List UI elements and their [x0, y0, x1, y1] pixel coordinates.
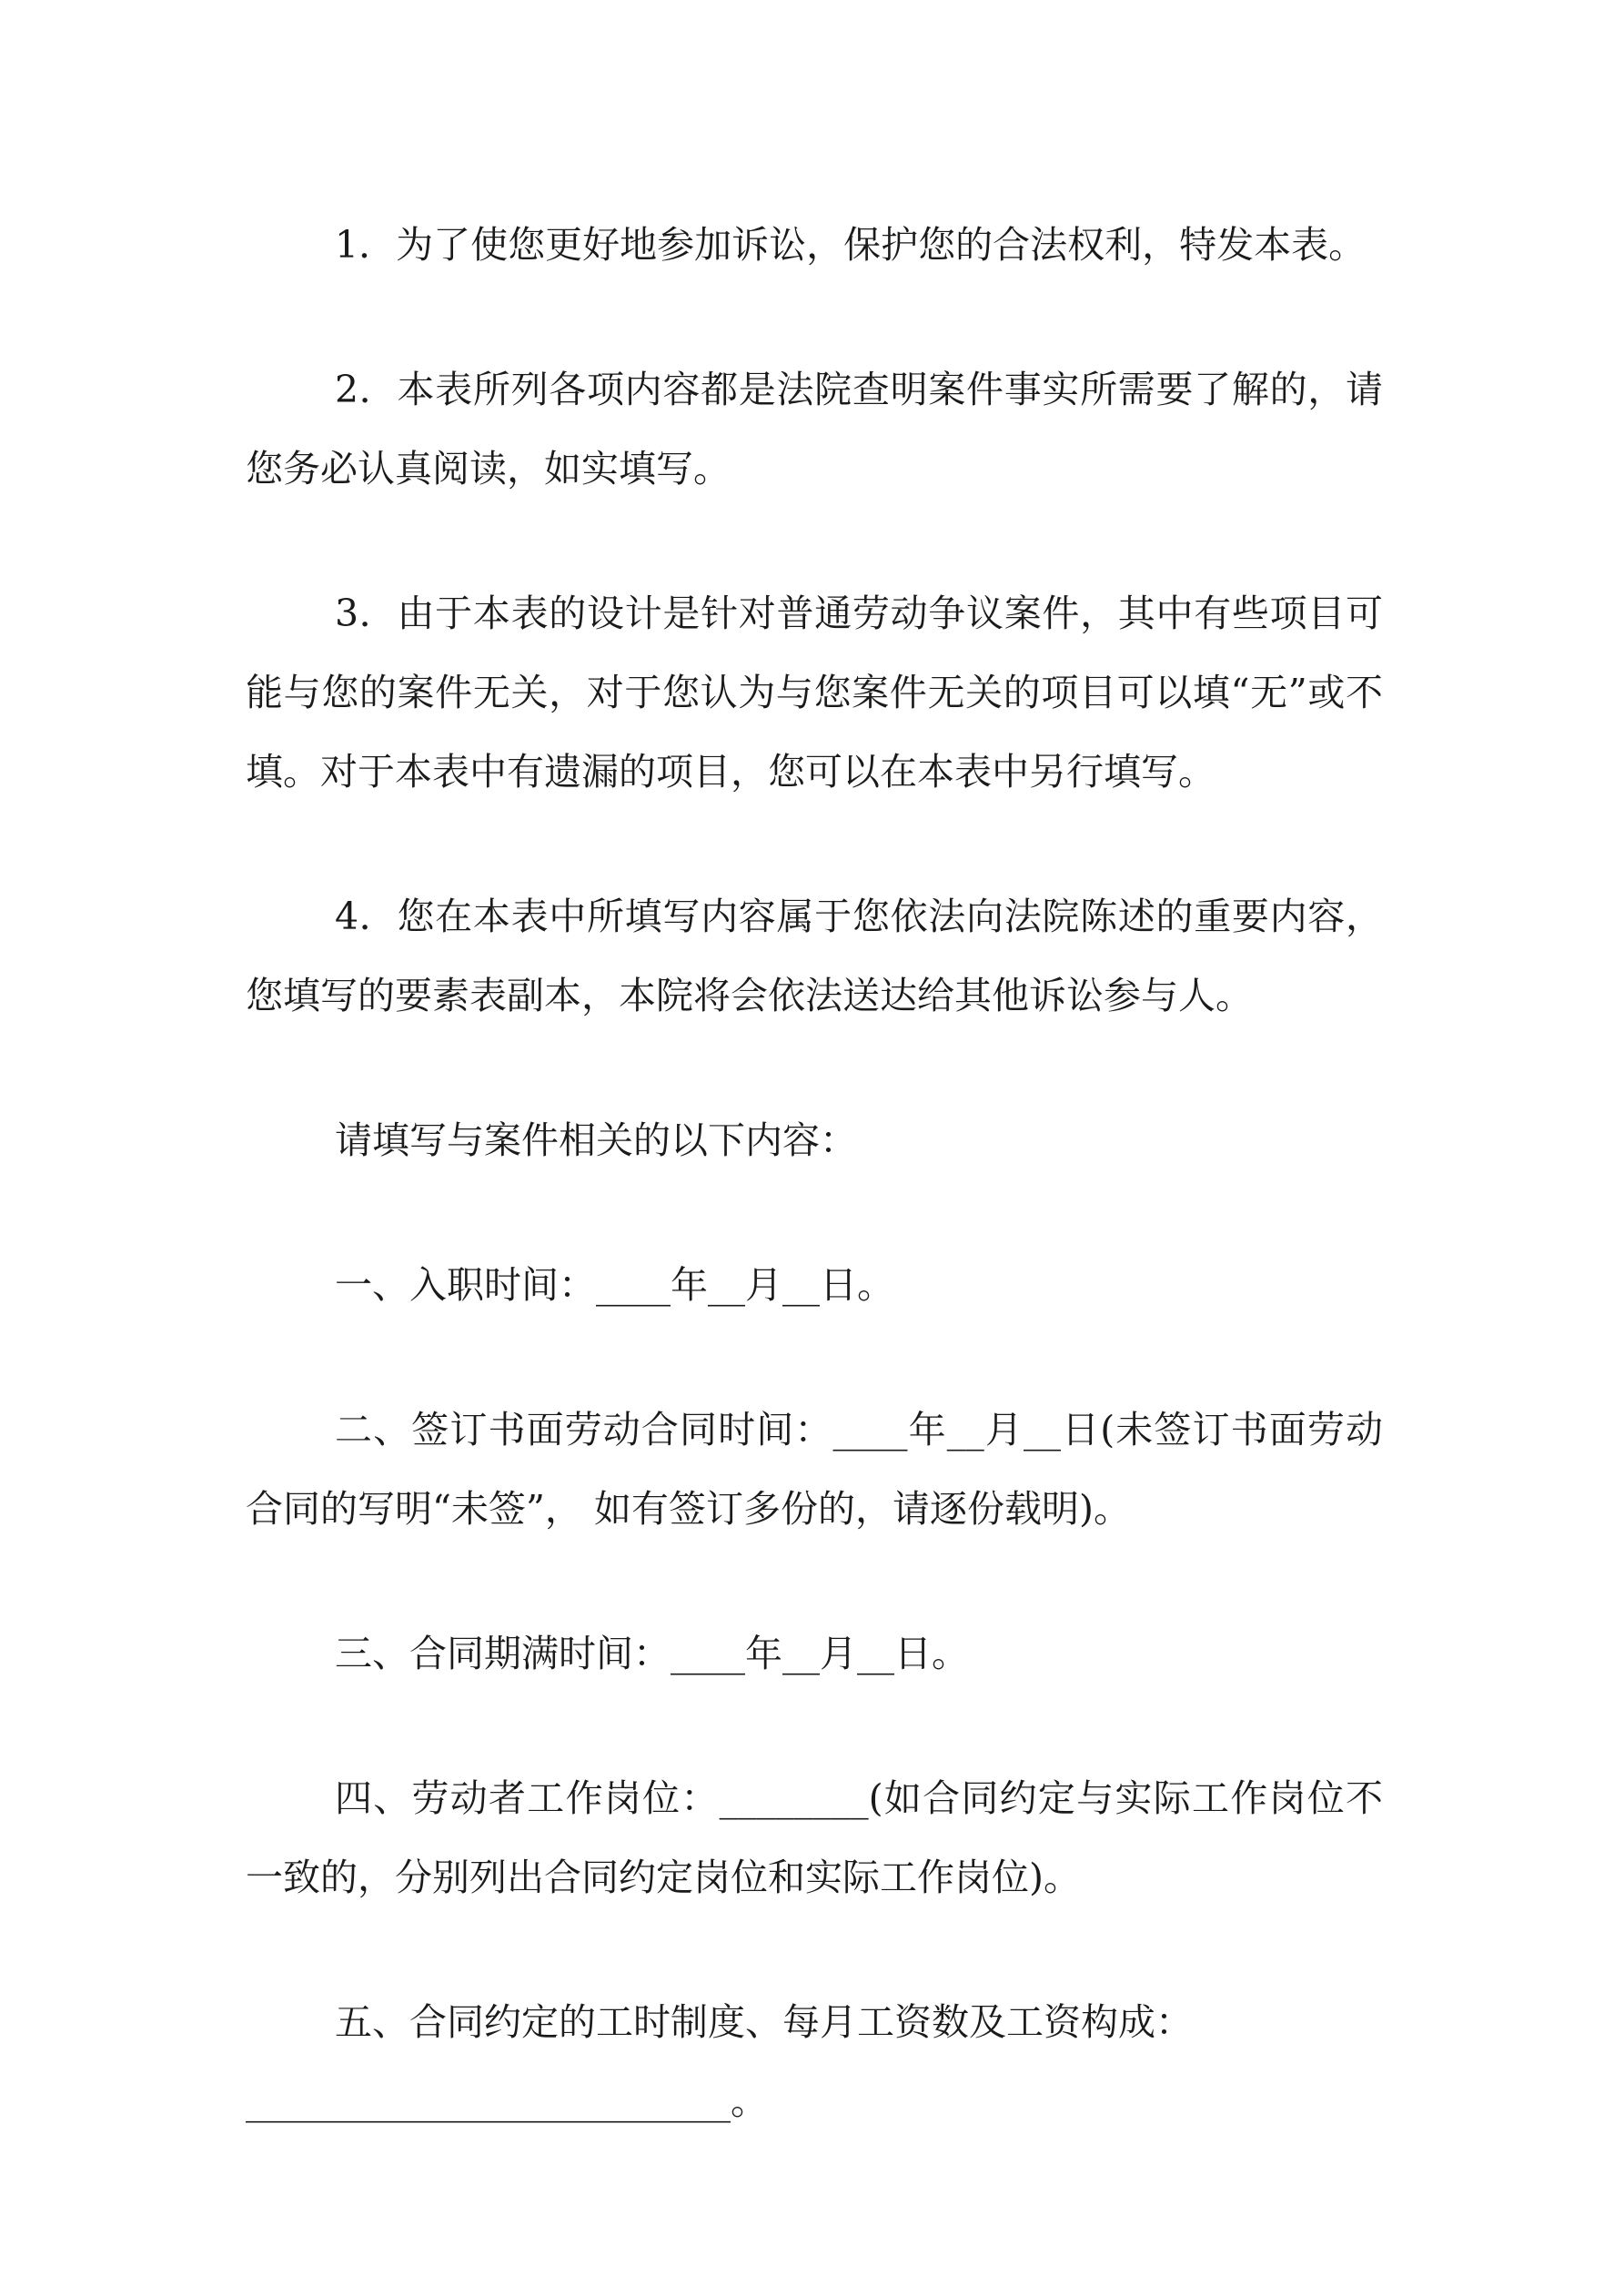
- instruction-1: 1．为了使您更好地参加诉讼，保护您的合法权利，特发本表。: [335, 223, 1367, 267]
- document-body: [246, 206, 1383, 2141]
- fill-in-prompt: 请填写与案件相关的以下内容：: [335, 1118, 857, 1162]
- instruction-2: 2．本表所列各项内容都是法院查明案件事实所需要了解的，请您务必认真阅读，如实填写。: [246, 368, 1383, 491]
- item-working-hours-and-wages: 五、合同约定的工时制度、每月工资数及工资构成：: [335, 2000, 1193, 2044]
- item-contract-expiry-date: 三、合同期满时间：____年__月__日。: [335, 1632, 969, 1675]
- instruction-3: 3．由于本表的设计是针对普通劳动争议案件，其中有些项目可能与您的案件无关，对于您认为与您案件无关的项目可以填“无”或不填。对于本表中有遗漏的项目，您可以在本表中另行填写。: [246, 592, 1383, 794]
- wages-answer-blank: __________________________。: [246, 2079, 768, 2123]
- item-contract-signing-date: 二、签订书面劳动合同时间：____年__月__日(未签订书面劳动合同的写明“未签”， 如有签订多份的，请逐份载明)。: [246, 1408, 1383, 1531]
- item-entry-date: 一、入职时间：____年__月__日。: [335, 1263, 894, 1307]
- instruction-4: 4．您在本表中所填写内容属于您依法向法院陈述的重要内容，您填写的要素表副本，本院将会依法送达给其他诉讼参与人。: [246, 895, 1383, 1017]
- item-job-position: 四、劳动者工作岗位：________(如合同约定与实际工作岗位不一致的，分别列出合同约定岗位和实际工作岗位)。: [246, 1776, 1383, 1899]
